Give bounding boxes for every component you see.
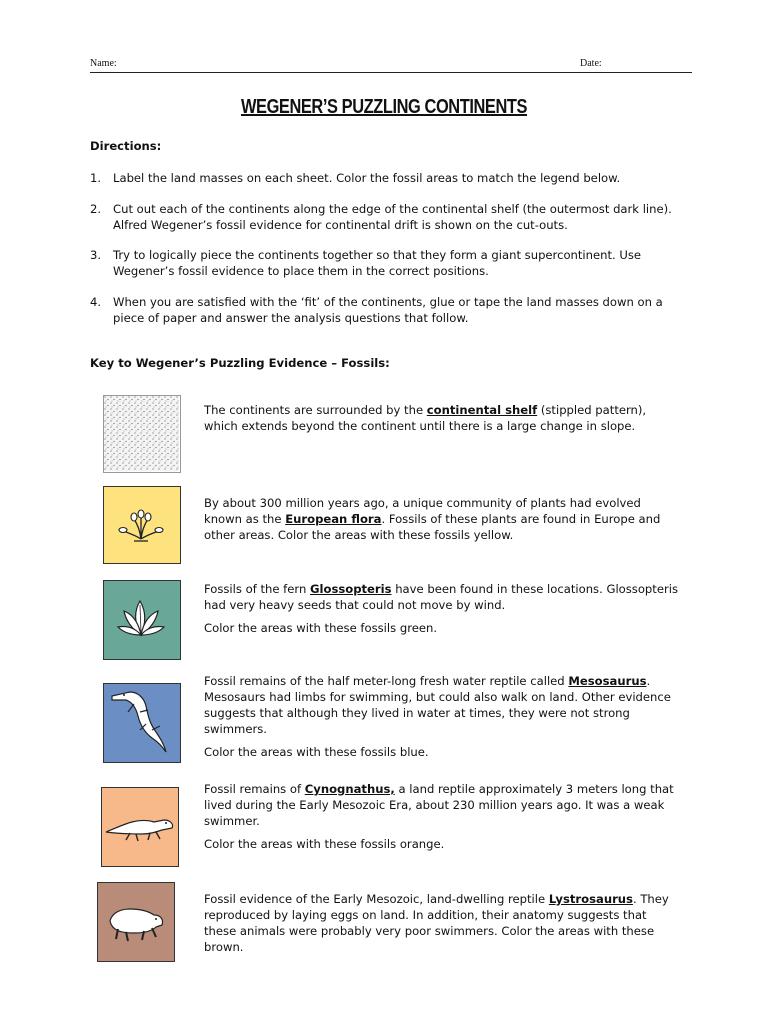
step-text: Label the land masses on each sheet. Color the fossil areas to match the legend below.	[113, 171, 621, 185]
directions-heading: Directions:	[90, 139, 162, 153]
page-title: WEGENER’S PUZZLING CONTINENTS	[240, 96, 528, 118]
glossopteris-icon	[103, 580, 181, 660]
key-description: Fossil remains of Cynognathus, a land reptile approximately 3 meters long that lived during the Early Mesozoic Era, about 230 million years ago. It was a weak swimmer. Color the areas with these fossils orange.	[204, 781, 679, 852]
step-text: When you are satisfied with the ‘fit’ of the continents, glue or tape the land masses down on a piece of paper and answer the analysis questions that follow.	[113, 295, 663, 325]
key-heading: Key to Wegener’s Puzzling Evidence – Fossils:	[90, 356, 390, 370]
cynognathus-icon	[101, 787, 179, 867]
keyword: Glossopteris	[309, 582, 392, 596]
step-text: Try to logically piece the continents together so that they form a giant supercontinent. Use Wegener’s fossil evidence to place them in the correct positions.	[113, 248, 642, 278]
lystrosaurus-icon	[97, 882, 175, 962]
name-date-line	[90, 58, 692, 73]
key-description: Fossils of the fern Glossopteris have been found in these locations. Glossopteris had very heavy seeds that could not move by wind. Color the areas with these fossils green.	[204, 582, 678, 635]
european-flora-icon	[103, 486, 181, 564]
keyword: continental shelf	[426, 403, 538, 417]
keyword: European flora	[285, 512, 382, 526]
step-number: 4.	[90, 295, 102, 309]
keyword: Lystrosaurus	[548, 892, 633, 906]
step-number: 3.	[90, 248, 102, 262]
mesosaurus-icon	[103, 683, 181, 763]
keyword: Mesosaurus	[568, 674, 647, 688]
key-color-note: Color the areas with these fossils blue.	[204, 745, 429, 759]
step-number: 2.	[90, 202, 102, 216]
stippled-pattern-icon	[103, 395, 181, 473]
keyword: Cynognathus,	[304, 782, 395, 796]
name-label: Name:	[90, 58, 117, 69]
step-text: Cut out each of the continents along the edge of the continental shelf (the outermost dark line). Alfred Wegener’s fossil evidence for continental drift is shown on the cut-outs.	[113, 202, 672, 232]
key-description: By about 300 million years ago, a unique community of plants had evolved known as the European flora. Fossils of these plants are found in Europe and other areas. Color the areas with these fossils yellow.	[204, 496, 661, 542]
key-description: The continents are surrounded by the continental shelf (stippled pattern), which extends beyond the continent until there is a large change in slope.	[204, 403, 647, 433]
key-description: Fossil remains of the half meter-long fresh water reptile called Mesosaurus. Mesosaurs had limbs for swimming, but could also walk on land. Other evidence suggests that although they lived in water at times, they were not strong swimmers. Color the areas with these fossils blue.	[204, 673, 679, 760]
step-number: 1.	[90, 171, 102, 185]
key-description: Fossil evidence of the Early Mesozoic, land-dwelling reptile Lystrosaurus. They reproduced by laying eggs on land. In addition, their anatomy suggests that these animals were probably very poor swimmers. Color the areas with these brown.	[204, 892, 669, 954]
key-color-note: Color the areas with these fossils green.	[204, 621, 438, 635]
date-label: Date:	[580, 58, 602, 69]
key-color-note: Color the areas with these fossils orange.	[204, 837, 445, 851]
